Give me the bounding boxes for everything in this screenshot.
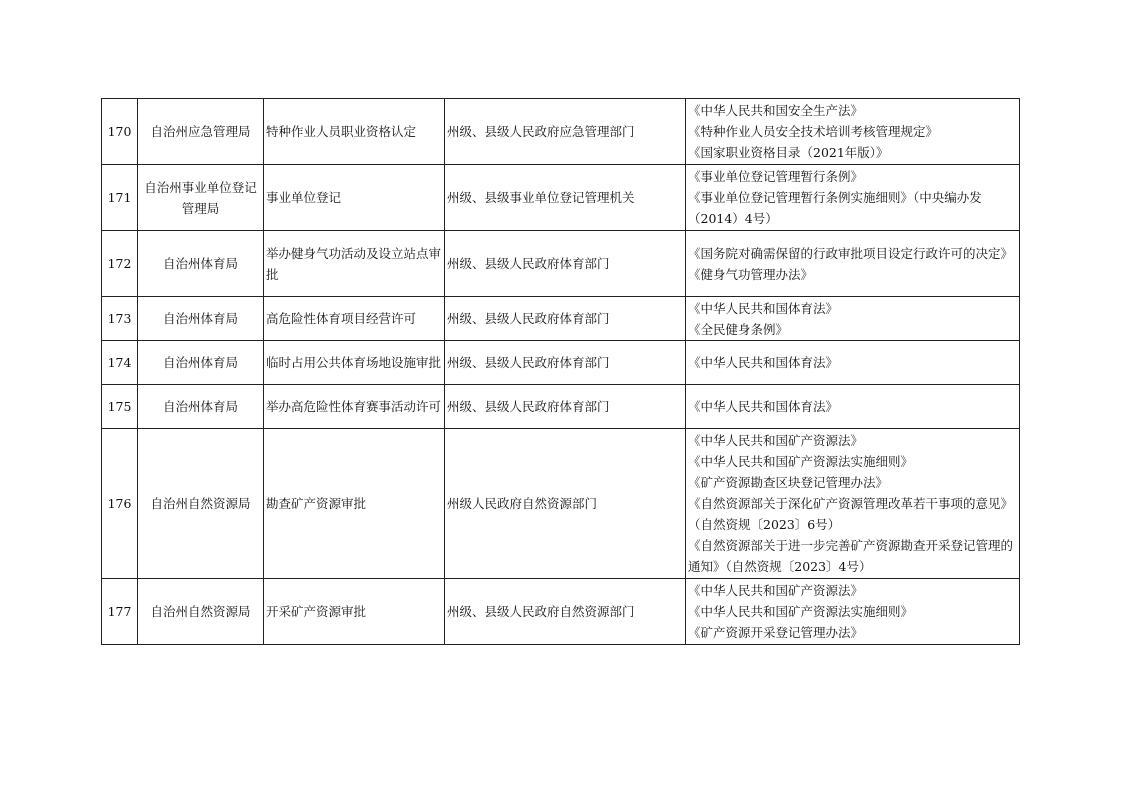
authority-cell: 州级、县级人民政府体育部门 xyxy=(445,231,686,297)
row-number: 171 xyxy=(102,165,138,231)
basis-line: 《健身气功管理办法》 xyxy=(688,266,814,282)
table-row xyxy=(102,99,1020,165)
item-cell: 特种作业人员职业资格认定 xyxy=(264,99,445,165)
authority-cell: 州级、县级事业单位登记管理机关 xyxy=(445,165,686,231)
table-row xyxy=(102,579,1020,645)
table-row xyxy=(102,385,1020,429)
basis-line: 《中华人民共和国体育法》 xyxy=(688,399,839,414)
department-cell: 自治州应急管理局 xyxy=(138,99,264,165)
department-cell: 自治州自然资源局 xyxy=(138,429,264,579)
basis-line: 《国家职业资格目录（2021年版）》 xyxy=(688,145,889,160)
authority-cell: 州级、县级人民政府体育部门 xyxy=(445,385,686,429)
item-cell: 高危险性体育项目经营许可 xyxy=(264,297,445,341)
row-number: 172 xyxy=(102,231,138,297)
basis-line: 《中华人民共和国安全生产法》 xyxy=(688,103,864,118)
table-row xyxy=(102,165,1020,231)
department-cell: 自治州体育局 xyxy=(138,297,264,341)
row-number: 176 xyxy=(102,429,138,579)
item-cell: 临时占用公共体育场地设施审批 xyxy=(264,341,445,385)
basis-line: 《自然资源部关于深化矿产资源管理改革若干事项的意见》（自然资规〔2023〕6号） xyxy=(688,496,1014,532)
basis-cell xyxy=(686,231,1020,297)
department-cell: 自治州体育局 xyxy=(138,385,264,429)
department-cell: 自治州体育局 xyxy=(138,341,264,385)
basis-line: 《中华人民共和国矿产资源法》 xyxy=(688,583,864,598)
basis-cell xyxy=(686,341,1020,385)
basis-cell xyxy=(686,297,1020,341)
row-number: 170 xyxy=(102,99,138,165)
basis-line: 《事业单位登记管理暂行条例》 xyxy=(688,169,864,184)
admin-permit-table xyxy=(101,98,1020,645)
basis-line: 《全民健身条例》 xyxy=(688,321,789,337)
item-cell: 开采矿产资源审批 xyxy=(264,579,445,645)
basis-cell xyxy=(686,385,1020,429)
basis-cell xyxy=(686,99,1020,165)
basis-line: 《中华人民共和国体育法》 xyxy=(688,355,839,370)
authority-cell: 州级、县级人民政府自然资源部门 xyxy=(445,579,686,645)
table-row xyxy=(102,231,1020,297)
row-number: 177 xyxy=(102,579,138,645)
basis-line: 《中华人民共和国矿产资源法》 xyxy=(688,433,864,448)
basis-line: 《中华人民共和国体育法》 xyxy=(688,300,839,316)
basis-cell xyxy=(686,429,1020,579)
basis-line: 《特种作业人员安全技术培训考核管理规定》 xyxy=(688,124,939,139)
basis-line: 《自然资源部关于进一步完善矿产资源勘查开采登记管理的通知》（自然资规〔2023〕4号） xyxy=(688,538,1014,574)
row-number: 175 xyxy=(102,385,138,429)
item-cell: 举办健身气功活动及设立站点审批 xyxy=(264,231,445,297)
basis-line: 《矿产资源勘查区块登记管理办法》 xyxy=(688,475,889,490)
department-cell: 自治州体育局 xyxy=(138,231,264,297)
authority-cell: 州级、县级人民政府体育部门 xyxy=(445,341,686,385)
row-number: 174 xyxy=(102,341,138,385)
item-cell: 举办高危险性体育赛事活动许可 xyxy=(264,385,445,429)
row-number: 173 xyxy=(102,297,138,341)
basis-line: 《中华人民共和国矿产资源法实施细则》 xyxy=(688,454,914,469)
authority-cell: 州级、县级人民政府应急管理部门 xyxy=(445,99,686,165)
item-cell: 勘查矿产资源审批 xyxy=(264,429,445,579)
table-row xyxy=(102,341,1020,385)
table-row xyxy=(102,297,1020,341)
table-body xyxy=(102,99,1020,645)
basis-cell xyxy=(686,165,1020,231)
basis-line: 《国务院对确需保留的行政审批项目设定行政许可的决定》 xyxy=(688,245,1014,261)
basis-line: 《中华人民共和国矿产资源法实施细则》 xyxy=(688,604,914,619)
authority-cell: 州级人民政府自然资源部门 xyxy=(445,429,686,579)
department-cell: 自治州事业单位登记管理局 xyxy=(138,165,264,231)
basis-cell xyxy=(686,579,1020,645)
basis-line: 《矿产资源开采登记管理办法》 xyxy=(688,625,864,640)
basis-line: 《事业单位登记管理暂行条例实施细则》（中央编办发（2014）4号） xyxy=(688,190,982,226)
department-cell: 自治州自然资源局 xyxy=(138,579,264,645)
table-row xyxy=(102,429,1020,579)
item-cell: 事业单位登记 xyxy=(264,165,445,231)
authority-cell: 州级、县级人民政府体育部门 xyxy=(445,297,686,341)
